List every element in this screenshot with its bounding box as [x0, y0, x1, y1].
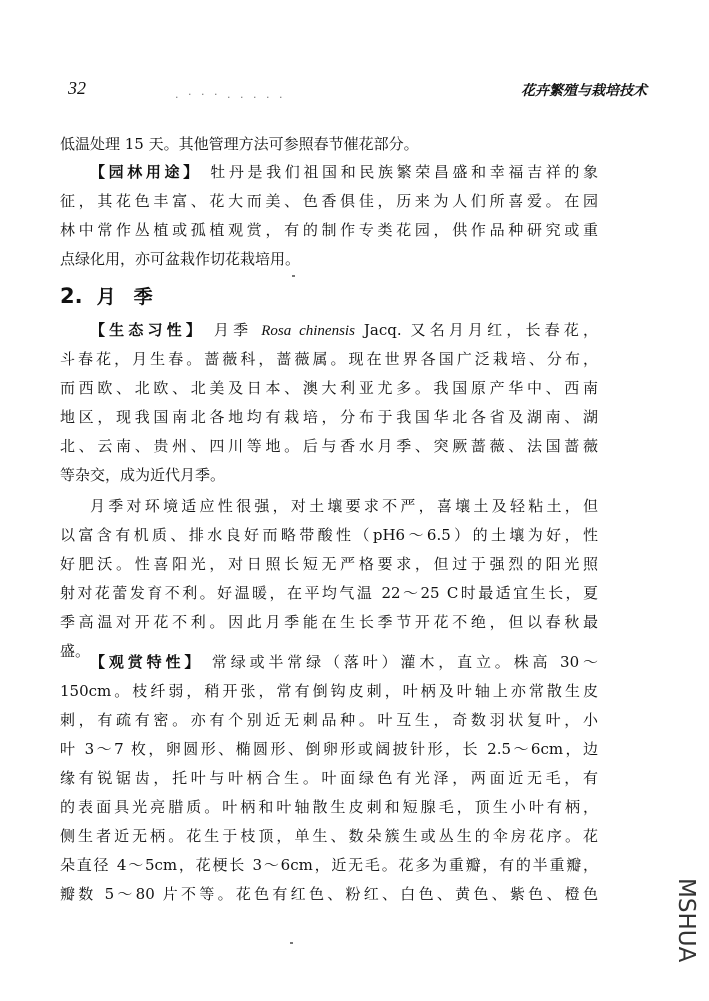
- text-line: 盛。: [60, 642, 91, 660]
- text-line: 征，其花色丰富、花大而美、色香俱佳，历来为人们所喜爱。在园: [60, 192, 598, 210]
- paragraph-environment: [60, 492, 598, 666]
- section-name: 月季: [96, 286, 171, 308]
- garden-use-tag: 【园林用途】: [90, 163, 202, 181]
- text-line: 林中常作丛植或孤植观赏，有的制作专类花园，供作品种研究或重: [60, 221, 598, 239]
- text-line: 以富含有机质、排水良好而略带酸性（pH6～6.5）的土壤为好，性: [60, 526, 598, 544]
- text-run: 常绿或半常绿（落叶）灌木，直立。株高 30～: [203, 653, 598, 671]
- text-line: 叶 3～7 枚，卵圆形、椭圆形、倒卵形或阔披针形，长 2.5～6cm，边: [60, 740, 598, 758]
- text-line: 地区，现我国南北各地均有栽培，分布于我国华北各省及湖南、湖: [60, 408, 598, 426]
- header-dots: . · · · . . . . .: [175, 88, 286, 101]
- text-line: 季高温对开花不利。因此月季能在生长季节开花不绝，但以春秋最: [60, 613, 598, 631]
- section-number: 2.: [60, 284, 83, 308]
- text-line: 刺，有疏有密。亦有个别近无刺品种。叶互生，奇数羽状复叶，小: [60, 711, 598, 729]
- ornamental-tag: 【观赏特性】: [90, 653, 204, 671]
- paragraph-ecology: [60, 316, 598, 490]
- text-line: 射对花蕾发育不利。好温暖，在平均气温 22～25 C时最适宜生长，夏: [60, 584, 598, 602]
- latin-name: Rosa chinensis: [261, 323, 355, 339]
- page-number: 32: [68, 78, 86, 98]
- text-line: 150cm。枝纤弱，稍开张，常有倒钩皮刺，叶柄及叶轴上亦常散生皮: [60, 682, 598, 700]
- text-line: [60, 158, 598, 187]
- text-run: 牡丹是我们祖国和民族繁荣昌盛和幸福吉祥的象: [201, 163, 598, 181]
- text-line: [60, 316, 598, 345]
- paragraph-cold-treatment: [60, 130, 598, 159]
- text-line: 斗春花，月生春。蔷薇科，蔷薇属。现在世界各国广泛栽培、分布，: [60, 350, 598, 368]
- text-line: 的表面具光亮腊质。叶柄和叶轴散生皮刺和短腺毛，顶生小叶有柄，: [60, 798, 598, 816]
- text-line: 而西欧、北欧、北美及日本、澳大利亚尤多。我国原产华中、西南: [60, 379, 598, 397]
- text-line: 好肥沃。性喜阳光，对日照长短无严格要求，但过于强烈的阳光照: [60, 555, 598, 573]
- speck: [292, 275, 295, 277]
- text-line: 北、云南、贵州、四川等地。后与香水月季、突厥蔷薇、法国蔷薇: [60, 437, 598, 455]
- paragraph-ornamental: [60, 648, 598, 909]
- text-line: 侧生者近无柄。花生于枝顶，单生、数朵簇生或丛生的伞房花序。花: [60, 827, 598, 845]
- text-line: 低温处理 15 天。其他管理方法可参照春节催花部分。: [60, 135, 419, 153]
- text-line: 瓣数 5～80 片不等。花色有红色、粉红、白色、黄色、紫色、橙色: [60, 885, 598, 903]
- watermark: [673, 878, 699, 990]
- text-line: 月季对环境适应性很强，对土壤要求不严，喜壤土及轻粘土，但: [90, 497, 598, 515]
- text-line: 缘有锐锯齿，托叶与叶柄合生。叶面绿色有光泽，两面近无毛，有: [60, 769, 598, 787]
- text-line: 朵直径 4～5cm，花梗长 3～6cm，近无毛。花多为重瓣，有的半重瓣，: [60, 856, 598, 874]
- watermark-text: MSHUA: [673, 878, 699, 963]
- text-run: Jacq. 又名月月红，长春花，: [354, 321, 598, 339]
- text-line: [60, 648, 598, 677]
- ecology-tag: 【生态习性】: [90, 321, 205, 339]
- text-line: 等杂交，成为近代月季。: [60, 466, 226, 484]
- text-line: 点绿化用，亦可盆栽作切花栽培用。: [60, 250, 301, 268]
- running-title: 花卉繁殖与栽培技术: [521, 83, 647, 99]
- paragraph-garden-use: [60, 158, 598, 274]
- section-heading: [60, 282, 171, 309]
- text-run: 月季: [204, 321, 262, 339]
- speck: [290, 942, 293, 944]
- page-header: [60, 78, 649, 106]
